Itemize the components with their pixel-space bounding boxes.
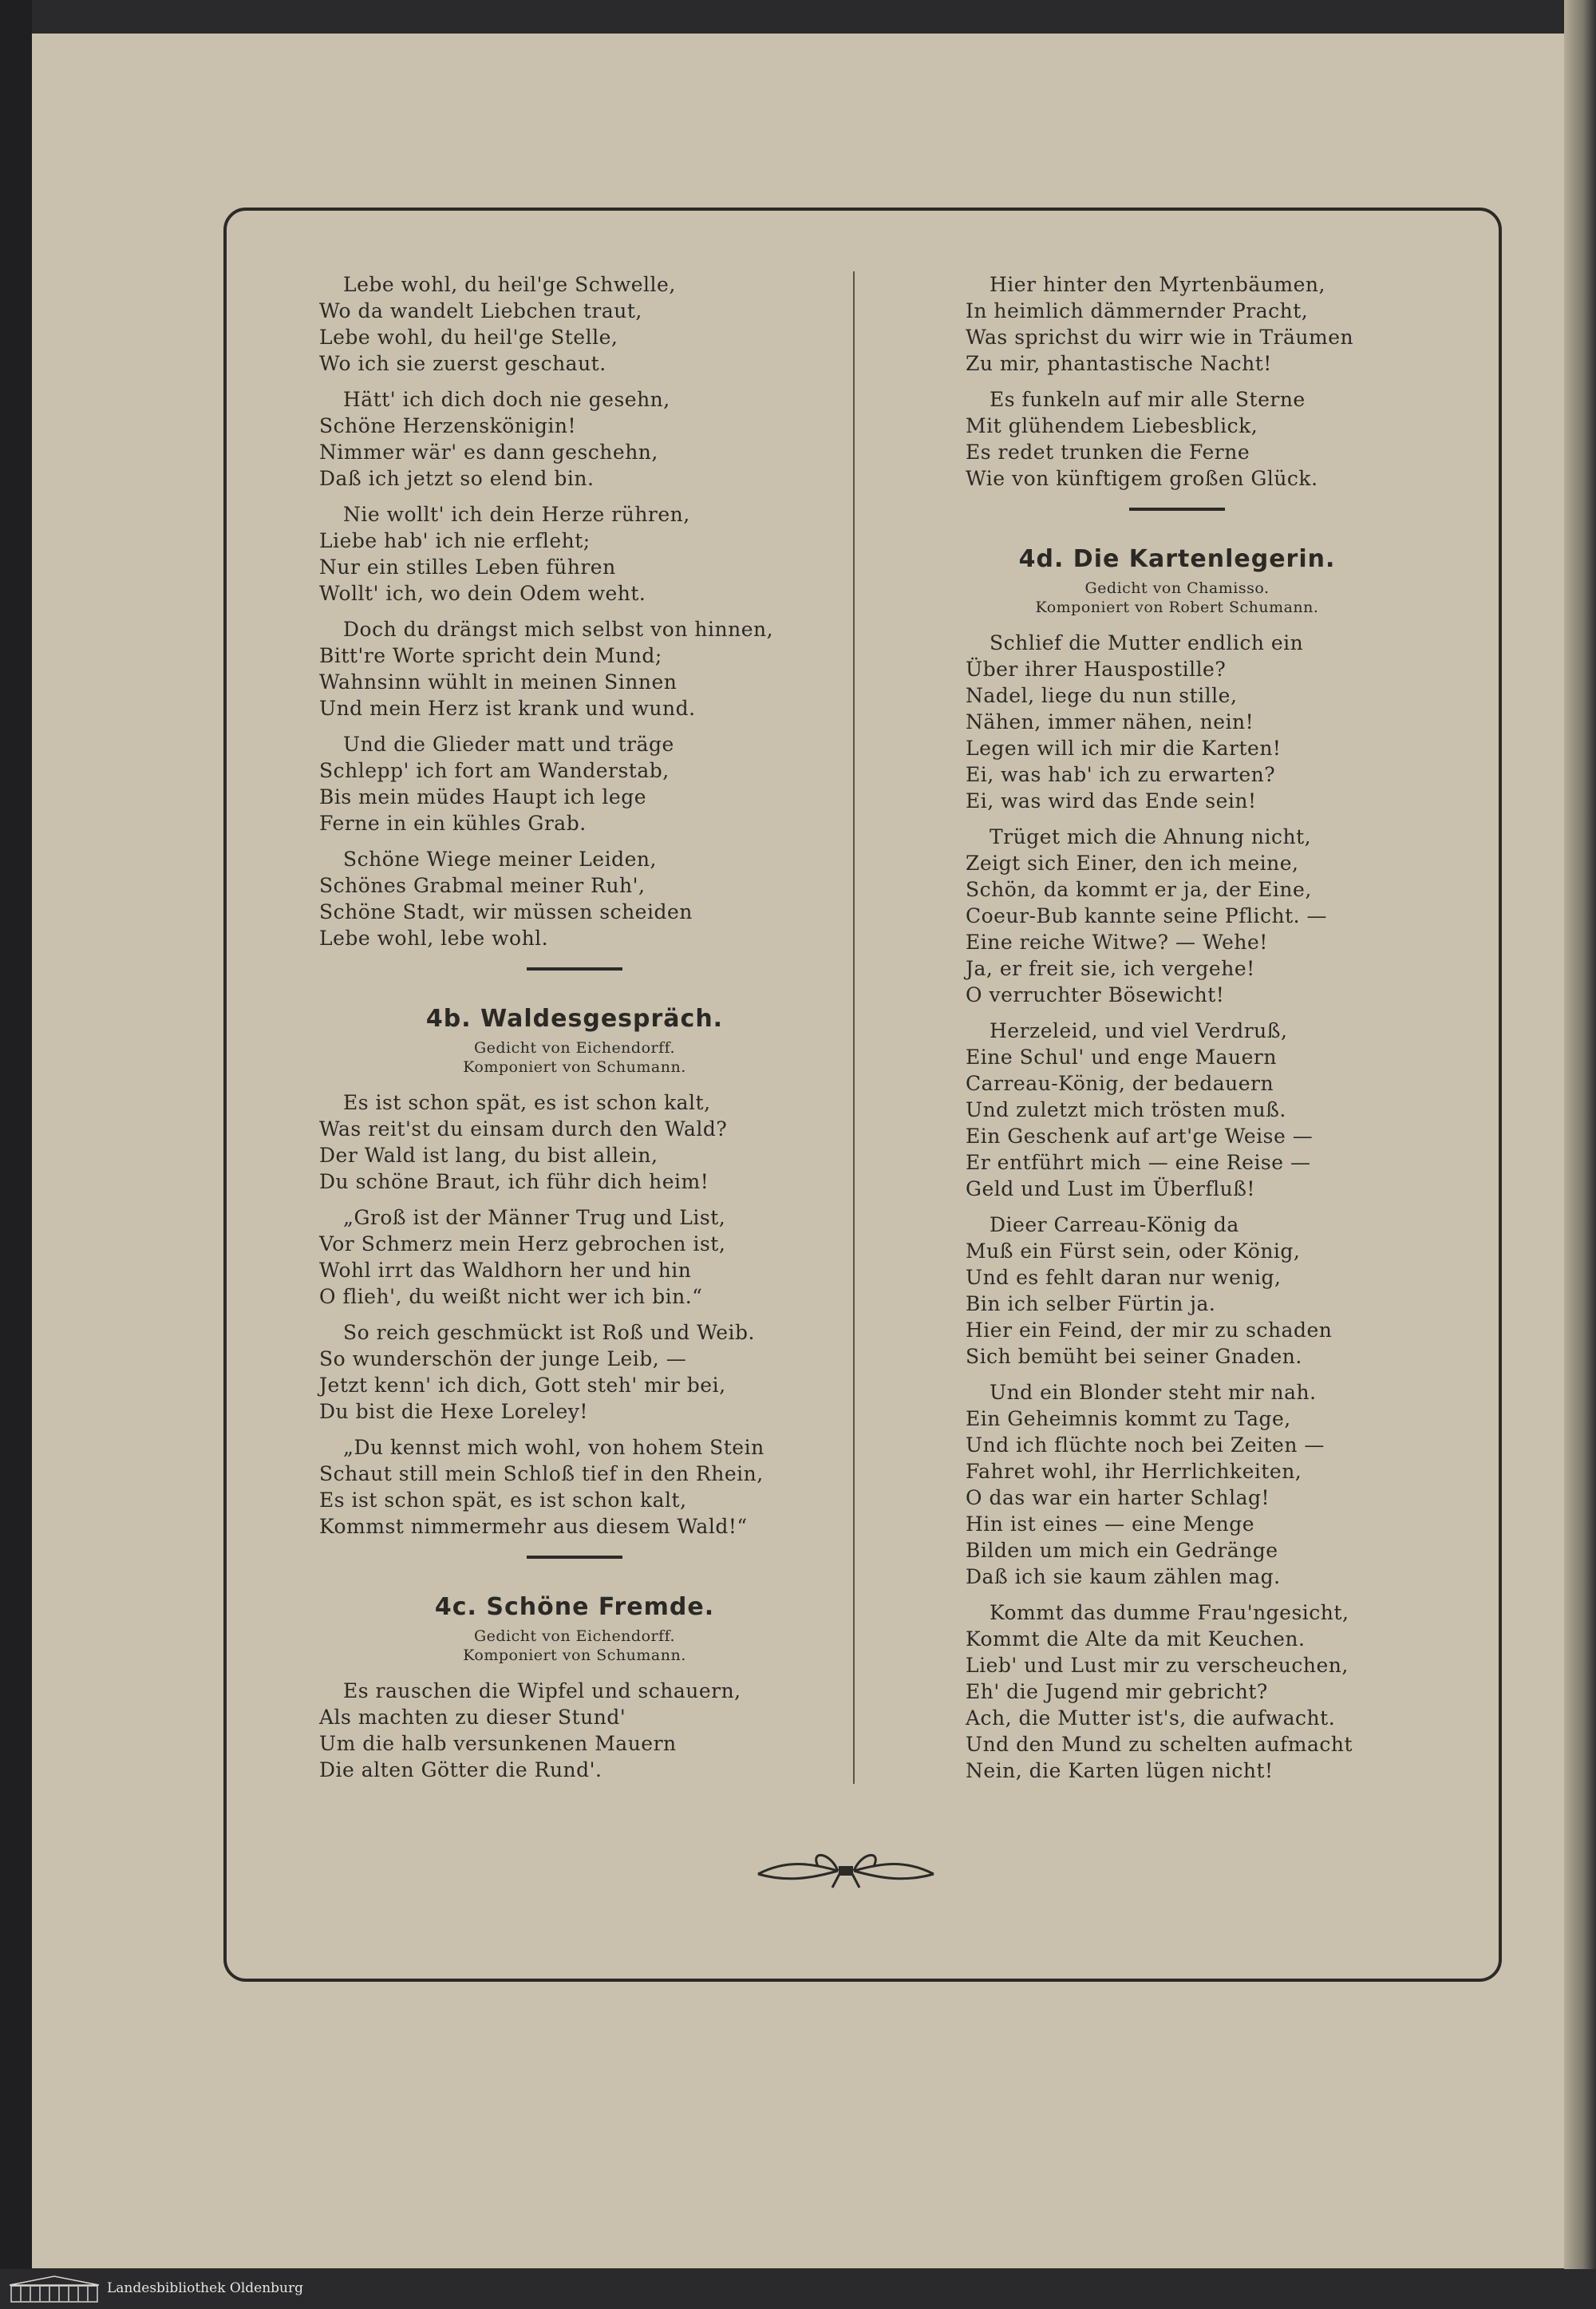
verse-line: Du schöne Braut, ich führ dich heim! (319, 1170, 709, 1193)
stanza (319, 501, 830, 607)
verse-line: So wunderschön der junge Leib, — (319, 1347, 687, 1370)
poem-b-composer: Komponiert von Schumann. (463, 1058, 686, 1076)
verse-line: Und mein Herz ist krank und wund. (319, 697, 696, 720)
stanza (319, 271, 830, 377)
stanza (319, 1434, 830, 1540)
stanza (319, 1089, 830, 1195)
verse-line: O verruchter Bösewicht! (966, 983, 1225, 1006)
verse-line: Schönes Grabmal meiner Ruh', (319, 874, 646, 897)
verse-line: Und die Glieder matt und träge (343, 733, 674, 756)
verse-line: Nur ein stilles Leben führen (319, 556, 616, 579)
verse-line: Daß ich jetzt so elend bin. (319, 467, 595, 490)
section-rule (527, 967, 622, 971)
verse-line: Kommst nimmermehr aus diesem Wald!“ (319, 1515, 748, 1538)
verse-line: Lebe wohl, lebe wohl. (319, 927, 549, 950)
verse-line: Wollt' ich, wo dein Odem weht. (319, 582, 646, 605)
stanza (966, 271, 1389, 377)
verse-line: Daß ich sie kaum zählen mag. (966, 1565, 1281, 1588)
verse-line: Es rauschen die Wipfel und schauern, (343, 1679, 741, 1702)
poem-a (319, 271, 830, 951)
stanza (319, 1319, 830, 1425)
verse-line: O das war ein harter Schlag! (966, 1486, 1270, 1509)
verse-line: Eine reiche Witwe? — Wehe! (966, 931, 1268, 954)
poem-c-continued (966, 271, 1389, 492)
poem-c-author: Gedicht von Eichendorff. (473, 1627, 676, 1645)
verse-line: Kommt die Alte da mit Keuchen. (966, 1627, 1306, 1651)
verse-line: Wahnsinn wühlt in meinen Sinnen (319, 670, 678, 694)
verse-line: Legen will ich mir die Karten! (966, 737, 1282, 760)
verse-line: „Groß ist der Männer Trug und List, (343, 1206, 726, 1229)
right-column (966, 271, 1389, 1793)
verse-line: So reich geschmückt ist Roß und Weib. (343, 1321, 755, 1344)
verse-line: Liebe hab' ich nie erfleht; (319, 529, 591, 552)
section-rule (1129, 508, 1225, 511)
verse-line: Carreau-König, der bedauern (966, 1072, 1274, 1095)
verse-line: Es ist schon spät, es ist schon kalt, (319, 1489, 687, 1512)
verse-line: Muß ein Fürst sein, oder König, (966, 1240, 1301, 1263)
verse-line: Dieer Carreau-König da (990, 1213, 1239, 1236)
verse-line: Zu mir, phantastische Nacht! (966, 352, 1272, 375)
verse-line: Geld und Lust im Überfluß! (966, 1177, 1255, 1200)
verse-line: Schlepp' ich fort am Wanderstab, (319, 759, 670, 782)
poem-b-title: 4b. Waldesgespräch. (425, 1005, 724, 1033)
verse-line: Bilden um mich ein Gedränge (966, 1539, 1278, 1562)
stanza (319, 731, 830, 836)
verse-line: Hier ein Feind, der mir zu schaden (966, 1319, 1333, 1342)
verse-line: Eine Schul' und enge Mauern (966, 1046, 1277, 1069)
verse-line: Bin ich selber Fürtin ja. (966, 1292, 1216, 1315)
verse-line: Und ich flüchte noch bei Zeiten — (966, 1433, 1325, 1457)
verse-line: Was sprichst du wirr wie in Träumen (966, 326, 1354, 349)
library-name: Landesbibliothek Oldenburg (107, 2280, 304, 2296)
verse-line: Schön, da kommt er ja, der Eine, (966, 878, 1312, 901)
verse-line: Lebe wohl, du heil'ge Schwelle, (343, 273, 676, 296)
stanza (966, 1212, 1389, 1370)
section-rule (527, 1556, 622, 1559)
verse-line: Ja, er freit sie, ich vergehe! (966, 957, 1255, 980)
verse-line: Wie von künftigem großen Glück. (966, 467, 1318, 490)
verse-line: Nein, die Karten lügen nicht! (966, 1759, 1274, 1782)
poem-d (966, 630, 1389, 1784)
verse-line: Lebe wohl, du heil'ge Stelle, (319, 326, 618, 349)
poem-c-composer: Komponiert von Schumann. (463, 1647, 686, 1664)
verse-line: Nimmer wär' es dann geschehn, (319, 441, 658, 464)
stanza (966, 1599, 1389, 1784)
poem-d-author: Gedicht von Chamisso. (1084, 579, 1270, 597)
stanza (319, 386, 830, 492)
verse-line: Und ein Blonder steht mir nah. (990, 1381, 1317, 1404)
verse-line: Wo da wandelt Liebchen traut, (319, 299, 642, 322)
verse-line: Lieb' und Lust mir zu verscheuchen, (966, 1654, 1349, 1677)
verse-line: Schlief die Mutter endlich ein (990, 631, 1304, 654)
verse-line: Schöne Stadt, wir müssen scheiden (319, 900, 693, 923)
verse-line: Ei, was hab' ich zu erwarten? (966, 763, 1276, 786)
verse-line: Bis mein müdes Haupt ich lege (319, 785, 647, 809)
verse-line: Eh' die Jugend mir gebricht? (966, 1680, 1268, 1703)
verse-line: Als machten zu dieser Stund' (319, 1706, 626, 1729)
verse-line: Hätt' ich dich doch nie gesehn, (343, 388, 670, 411)
verse-line: Hin ist eines — eine Menge (966, 1512, 1254, 1536)
verse-line: Und den Mund zu schelten aufmacht (966, 1733, 1353, 1756)
verse-line: Wohl irrt das Waldhorn her und hin (319, 1259, 692, 1282)
stanza (319, 846, 830, 951)
verse-line: Schöne Herzenskönigin! (319, 414, 577, 437)
stanza (966, 824, 1389, 1008)
library-building-icon (6, 2274, 102, 2304)
verse-line: Vor Schmerz mein Herz gebrochen ist, (319, 1232, 726, 1255)
verse-line: Und zuletzt mich trösten muß. (966, 1098, 1286, 1121)
verse-line: Es ist schon spät, es ist schon kalt, (343, 1091, 711, 1114)
verse-line: Was reit'st du einsam durch den Wald? (319, 1117, 728, 1141)
verse-line: Ein Geheimnis kommt zu Tage, (966, 1407, 1291, 1430)
stanza (319, 1204, 830, 1310)
stanza (319, 616, 830, 722)
verse-line: Coeur-Bub kannte seine Pflicht. — (966, 904, 1328, 927)
verse-line: Es funkeln auf mir alle Sterne (990, 388, 1306, 411)
verse-line: Trüget mich die Ahnung nicht, (990, 825, 1312, 848)
verse-line: Und es fehlt daran nur wenig, (966, 1266, 1282, 1289)
verse-line: Sich bemüht bei seiner Gnaden. (966, 1345, 1302, 1368)
verse-line: Nähen, immer nähen, nein! (966, 710, 1254, 733)
verse-line: Hier hinter den Myrtenbäumen, (990, 273, 1325, 296)
stanza (966, 630, 1389, 814)
stanza (966, 1018, 1389, 1202)
verse-line: Mit glühendem Liebesblick, (966, 414, 1258, 437)
verse-line: Schaut still mein Schloß tief in den Rhein, (319, 1462, 764, 1485)
verse-line: Ei, was wird das Ende sein! (966, 789, 1257, 812)
scan-background-left (0, 0, 32, 2309)
stanza (319, 1678, 830, 1783)
verse-line: Um die halb versunkenen Mauern (319, 1732, 677, 1755)
verse-line: Herzeleid, und viel Verdruß, (990, 1019, 1288, 1042)
verse-line: „Du kennst mich wohl, von hohem Stein (343, 1436, 764, 1459)
verse-line: Wo ich sie zuerst geschaut. (319, 352, 606, 375)
poem-b-author: Gedicht von Eichendorff. (473, 1039, 676, 1057)
verse-line: Er entführt mich — eine Reise — (966, 1151, 1311, 1174)
poem-d-title: 4d. Die Kartenlegerin. (1018, 545, 1336, 573)
poem-c (319, 1678, 830, 1783)
verse-line: Zeigt sich Einer, den ich meine, (966, 852, 1299, 875)
bow-ornament-icon (754, 1844, 938, 1892)
verse-line: Über ihrer Hauspostille? (966, 658, 1227, 681)
page-edge-right (1564, 0, 1596, 2309)
verse-line: Schöne Wiege meiner Leiden, (343, 848, 657, 871)
verse-line: In heimlich dämmernder Pracht, (966, 299, 1309, 322)
verse-line: Nadel, liege du nun stille, (966, 684, 1238, 707)
verse-line: Jetzt kenn' ich dich, Gott steh' mir bei, (319, 1374, 726, 1397)
verse-line: Fahret wohl, ihr Herrlichkeiten, (966, 1460, 1302, 1483)
verse-line: Ein Geschenk auf art'ge Weise — (966, 1125, 1314, 1148)
stanza (966, 386, 1389, 492)
verse-line: Bitt're Worte spricht dein Mund; (319, 644, 662, 667)
verse-line: Kommt das dumme Frau'ngesicht, (990, 1601, 1349, 1624)
poem-d-composer: Komponiert von Robert Schumann. (1035, 599, 1319, 616)
verse-line: Die alten Götter die Rund'. (319, 1758, 602, 1781)
column-divider (853, 271, 855, 1784)
verse-line: Es redet trunken die Ferne (966, 441, 1250, 464)
verse-line: Ferne in ein kühles Grab. (319, 812, 587, 835)
verse-line: Du bist die Hexe Loreley! (319, 1400, 588, 1423)
stanza (966, 1379, 1389, 1590)
verse-line: Nie wollt' ich dein Herze rühren, (343, 503, 690, 526)
verse-line: Der Wald ist lang, du bist allein, (319, 1144, 658, 1167)
left-column (319, 271, 830, 1793)
poem-c-title: 4c. Schöne Fremde. (434, 1593, 715, 1621)
verse-line: O flieh', du weißt nicht wer ich bin.“ (319, 1285, 703, 1308)
verse-line: Doch du drängst mich selbst von hinnen, (343, 618, 774, 641)
poem-b (319, 1089, 830, 1540)
verse-line: Ach, die Mutter ist's, die aufwacht. (966, 1706, 1336, 1730)
